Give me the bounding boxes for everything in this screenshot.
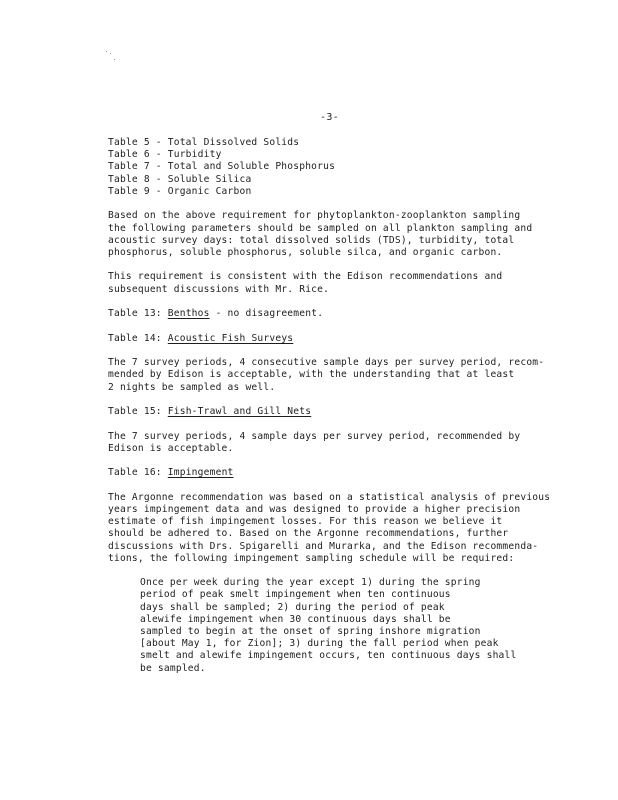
- quote-line: days shall be sampled; 2) during the period of peak: [140, 601, 445, 613]
- table16-heading: [108, 467, 564, 479]
- quote-line: [about May 1, for Zion]; 3) during the fall period when peak: [140, 638, 499, 650]
- paragraph-line: mended by Edison is acceptable, with the understanding that at least: [108, 369, 515, 381]
- tables-list-item: Table 5 - Total Dissolved Solids: [108, 137, 300, 148]
- paragraph-line: Edison is acceptable.: [108, 442, 234, 454]
- paragraph-impingement: [108, 492, 564, 565]
- page-number: -3-: [320, 112, 339, 123]
- paragraph-line: subsequent discussions with Mr. Rice.: [108, 283, 330, 295]
- paragraph-acoustic: [108, 357, 564, 394]
- paragraph-line: discussions with Drs. Spigarelli and Murarka, and the Edison recommenda-: [108, 540, 539, 552]
- table15-title: Fish-Trawl and Gill Nets: [167, 406, 312, 418]
- table13-label: Table 13:: [108, 308, 162, 320]
- table13-heading: [108, 308, 564, 320]
- paragraph-line: acoustic survey days: total dissolved solids (TDS), turbidity, total: [108, 234, 515, 246]
- table14-label: Table 14:: [108, 332, 162, 344]
- paragraph-line: phosphorus, soluble phosphorus, soluble silca, and organic carbon.: [108, 246, 503, 258]
- paragraph-consistency: [108, 271, 564, 295]
- document-body: [108, 137, 564, 675]
- paragraph-line: The Argonne recommendation was based on a statistical analysis of previous: [108, 491, 551, 503]
- paragraph-trawl: [108, 431, 564, 455]
- sampling-schedule-quote: [140, 577, 564, 675]
- quote-line: smelt and alewife impingement occurs, ten continuous days shall: [140, 650, 517, 662]
- paragraph-line: The 7 survey periods, 4 consecutive sample days per survey period, recom-: [108, 357, 545, 369]
- paragraph-line: years impingement data and was designed to provide a higher precision: [108, 503, 521, 515]
- tables-list-item: Table 6 - Turbidity: [108, 149, 222, 161]
- quote-line: period of peak smelt impingement when ten continuous: [140, 589, 451, 601]
- table15-label: Table 15:: [108, 406, 162, 418]
- quote-line: be sampled.: [140, 662, 206, 674]
- table16-label: Table 16:: [108, 467, 162, 479]
- table13-note: - no disagreement.: [209, 308, 324, 320]
- tables-list: [108, 137, 564, 198]
- table16-title: Impingement: [167, 467, 234, 479]
- tables-list-item: Table 9 - Organic Carbon: [108, 185, 252, 197]
- paragraph-line: tions, the following impingement sampling schedule will be required:: [108, 552, 515, 564]
- paragraph-line: Based on the above requirement for phytoplankton-zooplankton sampling: [108, 210, 521, 222]
- quote-line: Once per week during the year except 1) during the spring: [140, 577, 481, 589]
- paragraph-line: This requirement is consistent with the Edison recommendations and: [108, 271, 503, 283]
- paragraph-line: estimate of fish impingement losses. For this reason we believe it: [108, 516, 503, 528]
- table14-title: Acoustic Fish Surveys: [167, 332, 294, 344]
- table15-heading: [108, 406, 564, 418]
- paragraph-line: should be adhered to. Based on the Argonne recommendations, further: [108, 528, 509, 540]
- paragraph-line: 2 nights be sampled as well.: [108, 381, 276, 393]
- paragraph-line: the following parameters should be sampled on all plankton sampling and: [108, 222, 533, 234]
- tables-list-item: Table 7 - Total and Soluble Phosphorus: [108, 161, 336, 173]
- tables-list-item: Table 8 - Soluble Silica: [108, 173, 252, 185]
- paragraph-parameters: [108, 210, 564, 259]
- table13-title: Benthos: [167, 308, 210, 320]
- table14-heading: [108, 333, 564, 345]
- scan-specks: [104, 50, 118, 64]
- quote-line: alewife impingement when 30 continuous days shall be: [140, 613, 451, 625]
- quote-line: sampled to begin at the onset of spring inshore migration: [140, 626, 481, 638]
- paragraph-line: The 7 survey periods, 4 sample days per survey period, recommended by: [108, 430, 521, 442]
